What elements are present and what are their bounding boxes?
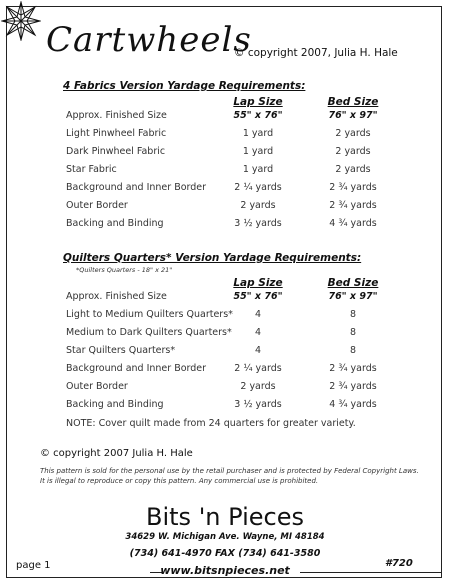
- section2-note: *Quilters Quarters - 18" x 21": [76, 266, 173, 274]
- bed-value: 2 ¾ yards: [329, 363, 377, 374]
- table-row: [0, 327, 450, 343]
- bed-value: 4 ¾ yards: [329, 399, 377, 410]
- bed-value: 4 ¾ yards: [329, 218, 377, 229]
- table-row: [0, 399, 450, 415]
- lap-value: 2 ¼ yards: [234, 363, 282, 374]
- bed-value: 8: [349, 309, 357, 320]
- quarters-note: NOTE: Cover quilt made from 24 quarters for greater variety.: [66, 418, 356, 429]
- copyright-line: © copyright 2007 Julia H. Hale: [40, 448, 193, 459]
- bed-value: 2 yards: [335, 128, 371, 139]
- section1-lap-header: Lap Size: [233, 96, 283, 108]
- shop-address: 34629 W. Michigan Ave. Wayne, MI 48184: [125, 532, 325, 542]
- bed-value: 2 ¾ yards: [329, 200, 377, 211]
- legal-notice: This pattern is sold for the personal use by the retail purchaser and is protected by Federal Copyright Laws. It is illegal to reproduce or copy this pattern. Any commercial use is prohibited.: [40, 467, 419, 485]
- lap-value: 4: [254, 345, 262, 356]
- lap-value: 4: [254, 327, 262, 338]
- section2-lap-header: Lap Size: [233, 277, 283, 289]
- section1-bed-header: Bed Size: [327, 96, 379, 108]
- table-row: [0, 182, 450, 198]
- divider: [300, 572, 442, 573]
- bed-value: 8: [349, 327, 357, 338]
- table-row: [0, 218, 450, 234]
- table-row: [0, 363, 450, 379]
- pattern-number: #720: [385, 558, 413, 569]
- row-label: Light Pinwheel Fabric: [66, 128, 167, 139]
- row-label: Light to Medium Quilters Quarters*: [66, 309, 233, 320]
- table-row: [0, 309, 450, 325]
- row-label: Outer Border: [66, 200, 128, 211]
- row-label: Medium to Dark Quilters Quarters*: [66, 327, 232, 338]
- table-row: [0, 146, 450, 162]
- lap-value: 55" x 76": [233, 291, 283, 302]
- section2-heading: Quilters Quarters* Version Yardage Requirements:: [63, 252, 362, 264]
- brand-name: Bits 'n Pieces: [146, 503, 304, 531]
- row-label: Star Quilters Quarters*: [66, 345, 176, 356]
- bed-value: 2 yards: [335, 164, 371, 175]
- table-row: [0, 128, 450, 144]
- table-row: [0, 110, 450, 126]
- lap-value: 2 yards: [240, 381, 276, 392]
- section2-bed-header: Bed Size: [327, 277, 379, 289]
- table-row: [0, 345, 450, 361]
- row-label: Background and Inner Border: [66, 363, 207, 374]
- bed-value: 76" x 97": [328, 291, 378, 302]
- table-row: [0, 291, 450, 307]
- pattern-title: Cartwheels: [46, 20, 252, 60]
- row-label: Backing and Binding: [66, 399, 164, 410]
- page-number: page 1: [16, 560, 51, 571]
- lap-value: 2 ¼ yards: [234, 182, 282, 193]
- bed-value: 8: [349, 345, 357, 356]
- bed-value: 2 ¾ yards: [329, 381, 377, 392]
- bed-value: 2 ¾ yards: [329, 182, 377, 193]
- lap-value: 3 ½ yards: [234, 399, 282, 410]
- row-label: Backing and Binding: [66, 218, 164, 229]
- row-label: Approx. Finished Size: [66, 110, 167, 121]
- lap-value: 2 yards: [240, 200, 276, 211]
- row-label: Background and Inner Border: [66, 182, 207, 193]
- bed-value: 76" x 97": [328, 110, 378, 121]
- bed-value: 2 yards: [335, 146, 371, 157]
- row-label: Star Fabric: [66, 164, 117, 175]
- title-copyright: © copyright 2007, Julia H. Hale: [234, 47, 398, 59]
- row-label: Approx. Finished Size: [66, 291, 167, 302]
- lap-value: 4: [254, 309, 262, 320]
- row-label: Dark Pinwheel Fabric: [66, 146, 166, 157]
- lap-value: 3 ½ yards: [234, 218, 282, 229]
- lap-value: 1 yard: [242, 164, 274, 175]
- row-label: Outer Border: [66, 381, 128, 392]
- table-row: [0, 200, 450, 216]
- star-logo-icon: [1, 1, 41, 41]
- table-row: [0, 164, 450, 180]
- lap-value: 1 yard: [242, 128, 274, 139]
- section1-heading: 4 Fabrics Version Yardage Requirements:: [63, 80, 306, 92]
- shop-phone: (734) 641-4970 FAX (734) 641-3580: [129, 548, 321, 559]
- lap-value: 1 yard: [242, 146, 274, 157]
- table-row: [0, 381, 450, 397]
- website-link[interactable]: www.bitsnpieces.net: [160, 564, 290, 577]
- lap-value: 55" x 76": [233, 110, 283, 121]
